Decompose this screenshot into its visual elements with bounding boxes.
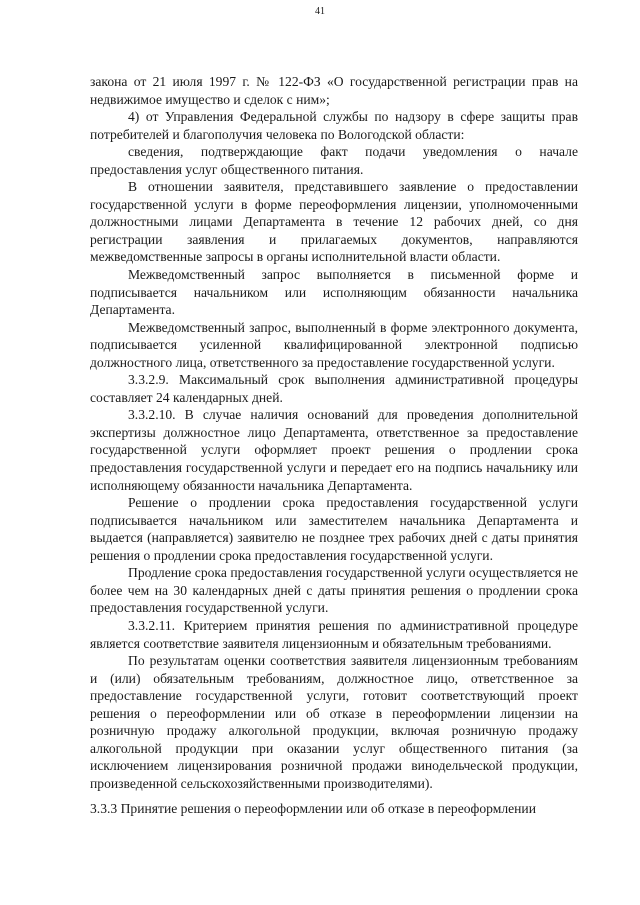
paragraph: Межведомственный запрос выполняется в письменной форме и подписывается начальником или исполняющим обязанности начальника Департамента. xyxy=(90,267,578,318)
paragraph: закона от 21 июля 1997 г. № 122-ФЗ «О государственной регистрации прав на недвижимое имущество и сделок с ним»; xyxy=(90,74,578,107)
paragraph: В отношении заявителя, представившего заявление о предоставлении государственной услуги в форме переоформления лицензии, уполномоченными должностными лицами Департамента в течение 12 рабочих дней, со дня регистрации заявления и прилагаемых документов, направляются межведомственные запросы в органы исполнительной власти области. xyxy=(90,179,578,265)
page-number: 41 xyxy=(315,6,325,17)
paragraph: 3.3.2.9. Максимальный срок выполнения административной процедуры составляет 24 календарных дней. xyxy=(90,372,578,405)
paragraph: Продление срока предоставления государственной услуги осуществляется не более чем на 30 календарных дней с даты принятия решения о продлении срока предоставления государственной услуги. xyxy=(90,565,578,616)
section-heading: 3.3.3 Принятие решения о переоформлении или об отказе в переоформлении xyxy=(90,801,536,816)
paragraph: Межведомственный запрос, выполненный в форме электронного документа, подписывается усиленной квалифицированной электронной подписью должностного лица, ответственного за предоставление государственной услуги. xyxy=(90,319,578,370)
document-body xyxy=(90,73,578,792)
paragraph: 3.3.2.11. Критерием принятия решения по административной процедуре является соответствие заявителя лицензионным и обязательным требованиями. xyxy=(90,617,578,651)
paragraph: 4) от Управления Федеральной службы по надзору в сфере защиты прав потребителей и благополучия человека по Вологодской области: xyxy=(90,109,578,142)
paragraph: Решение о продлении срока предоставления государственной услуги подписывается начальником или заместителем начальника Департамента и выдается (направляется) заявителю не позднее трех рабочих дней с даты принятия решения о продлении срока предоставления государственной услуги. xyxy=(90,495,578,563)
paragraph: сведения, подтверждающие факт подачи уведомления о начале предоставления услуг общественного питания. xyxy=(90,144,578,177)
paragraph: По результатам оценки соответствия заявителя лицензионным требованиям и (или) обязательным требованиям, должностное лицо, ответственное за предоставление государственной услуги, готовит соответствующий проект решения о переоформлении или об отказе в переоформлении лицензии на розничную продажу алкогольной продукции, включая розничную продажу алкогольной продукции при оказании услуг общественного питания (за исключением лицензирования розничной продажи винодельческой продукции, произведенной сельскохозяйственными производителями). xyxy=(90,653,578,791)
paragraph: 3.3.2.10. В случае наличия оснований для проведения дополнительной экспертизы должностное лицо Департамента, ответственное за предоставление государственной услуги оформляет проект решения о продлении срока предоставления государственной услуги и передает его на подпись начальнику или исполняющему обязанности начальника Департамента. xyxy=(90,407,578,493)
